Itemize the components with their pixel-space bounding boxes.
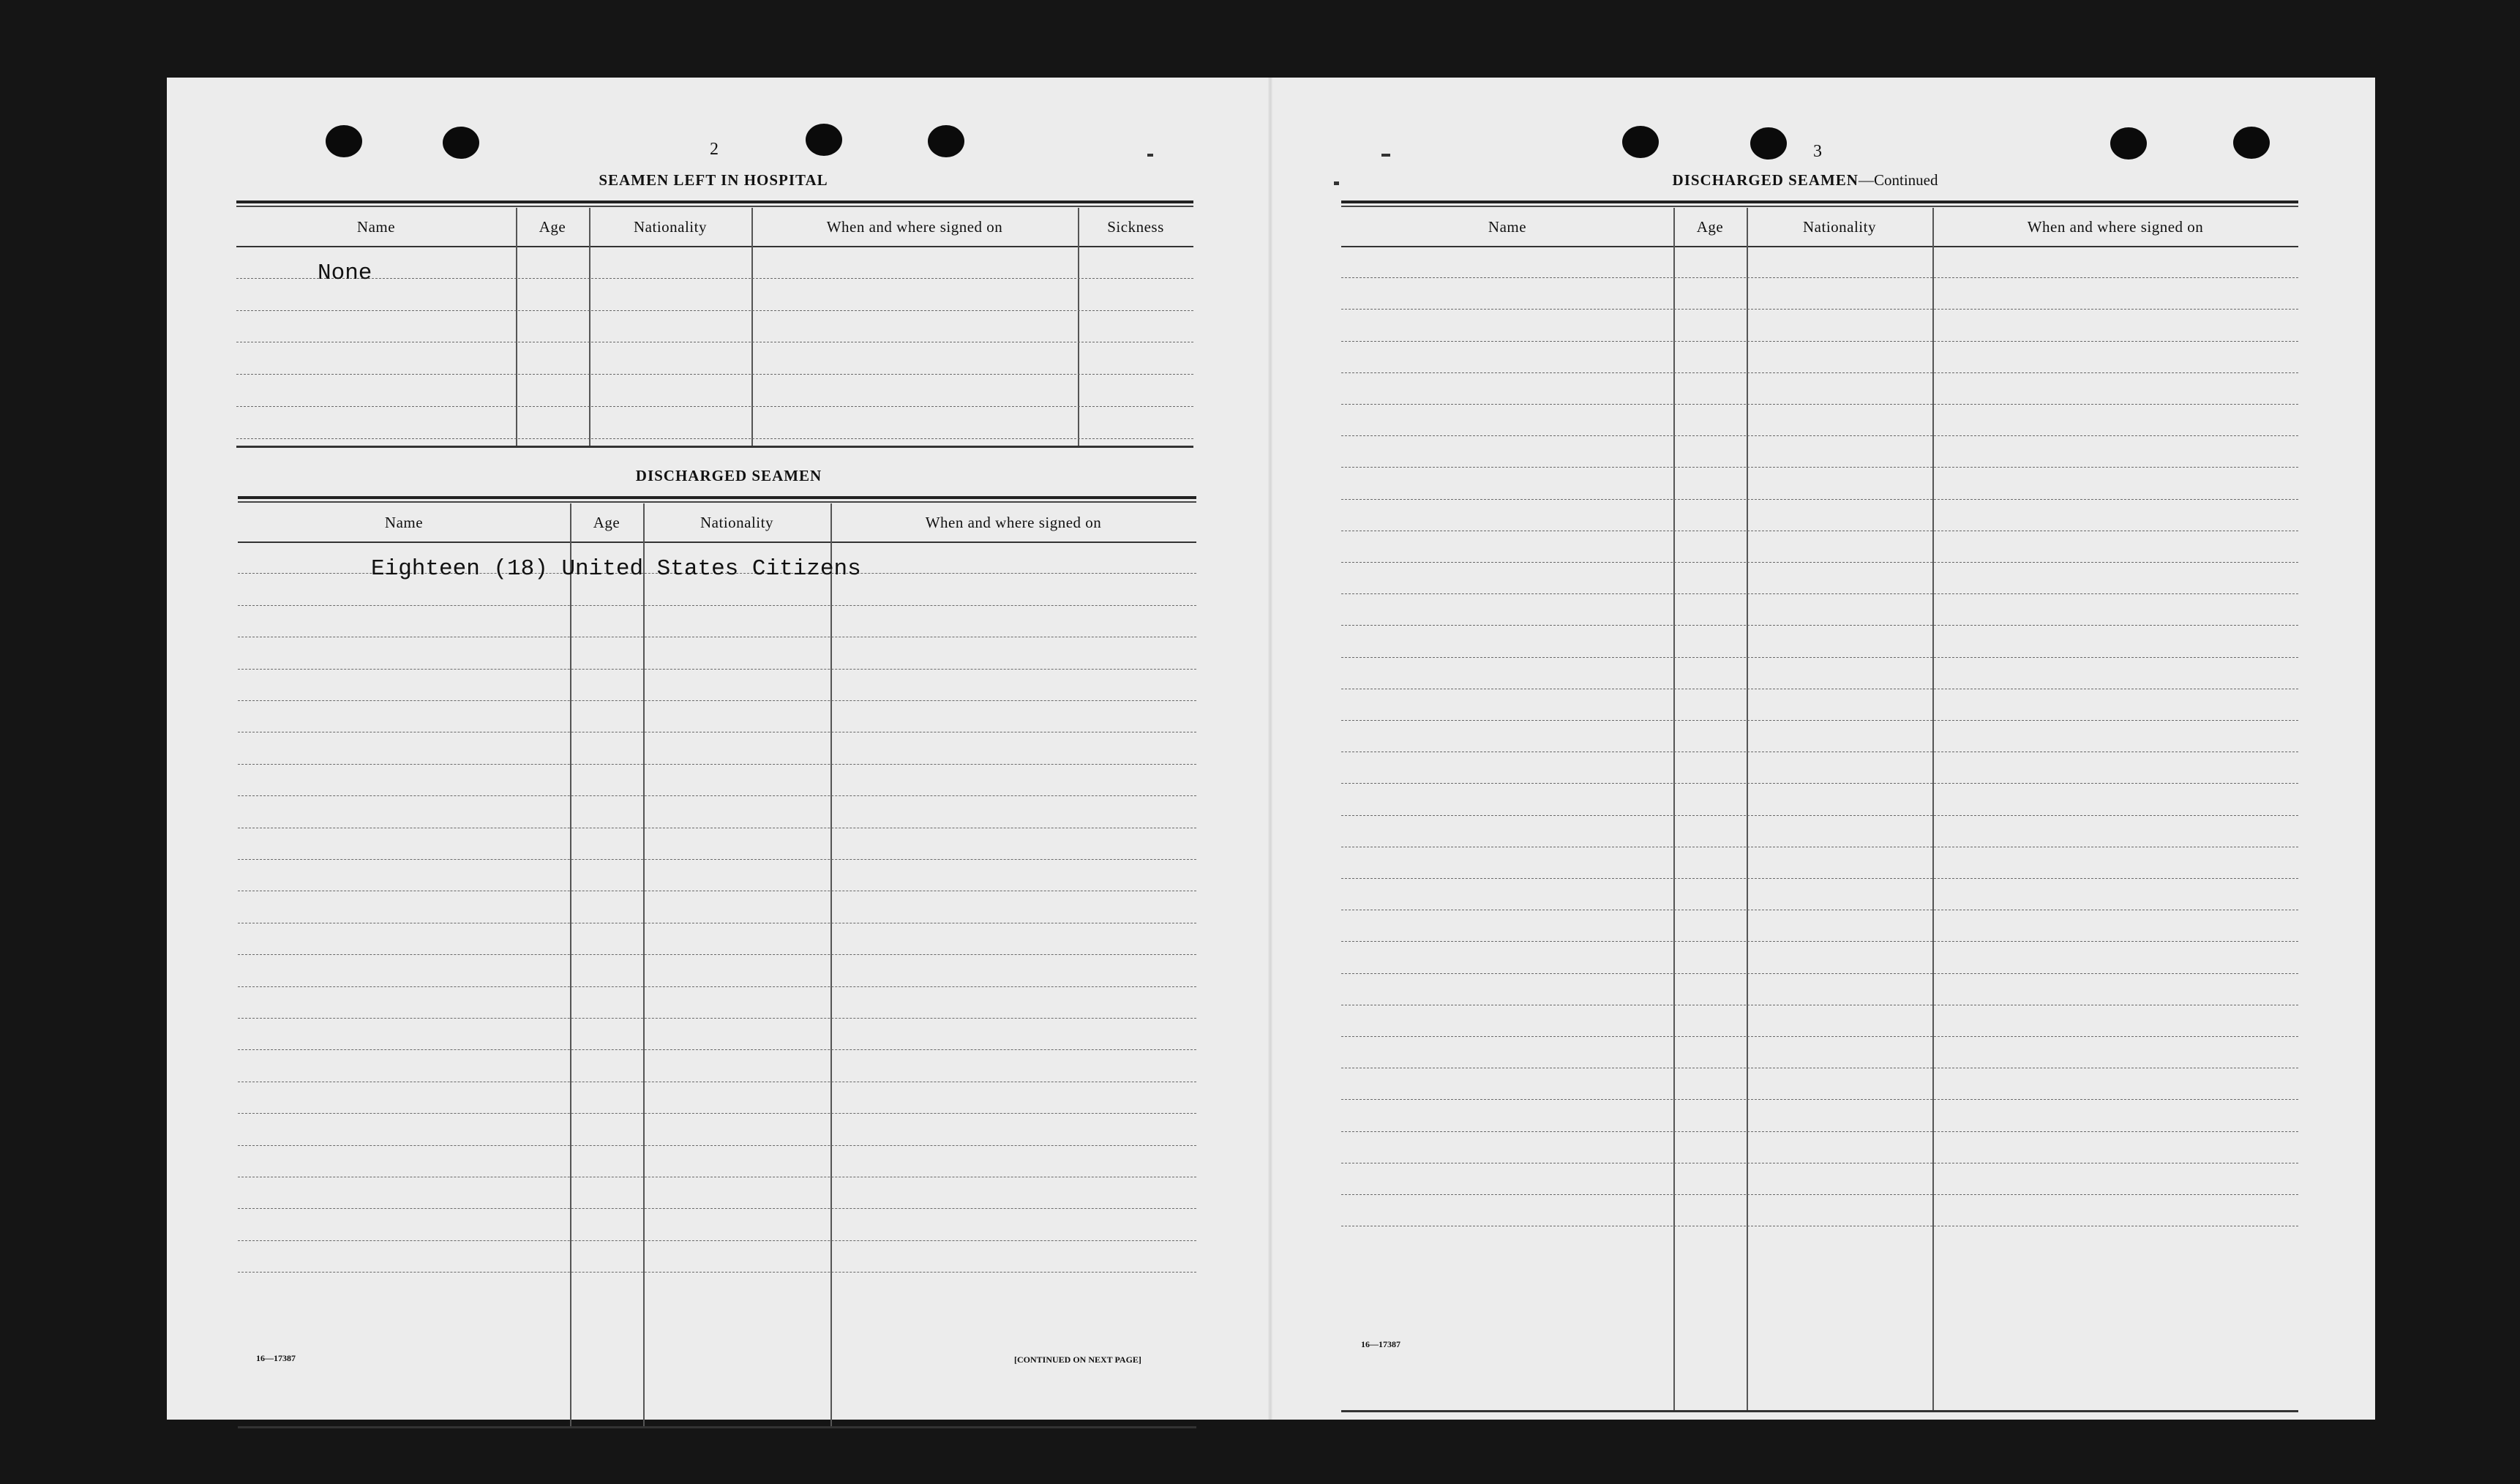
table-top-rule [238,501,1196,503]
table-row [236,310,1193,343]
table-top-rule [236,206,1193,207]
table-row [1341,878,2298,910]
table-top-rule [236,201,1193,203]
table-row [1341,531,2298,563]
table-row [238,732,1196,764]
table-row [238,1145,1196,1177]
table-top-rule [1341,201,2298,203]
table-row [1341,720,2298,752]
table-row [1341,657,2298,689]
table-row [1341,1036,2298,1068]
table-row [238,954,1196,986]
right-page [1272,78,2375,1420]
table-row [1341,1131,2298,1163]
table-row [238,1018,1196,1050]
table-row [238,1240,1196,1273]
table-bottom-rule [1341,1410,2298,1412]
discharged-section-title: DISCHARGED SEAMEN [635,467,822,484]
column-header: Nationality [634,217,707,236]
table-row [1341,499,2298,531]
table-row [238,1049,1196,1082]
table-row [1341,1194,2298,1226]
table-row [1341,467,2298,499]
table-row [1341,689,2298,721]
table-header [236,208,1193,246]
table-row [238,923,1196,955]
table-row [1341,847,2298,879]
table-row [1341,1068,2298,1100]
page-number: 2 [710,140,719,159]
table-bottom-rule [236,446,1193,448]
table-row [1341,341,2298,373]
table-row [1341,404,2298,436]
table-row [1341,752,2298,784]
column-header: Name [356,217,396,236]
column-header: Name [384,513,424,531]
table-row [1341,309,2298,341]
table-row [1341,562,2298,594]
discharged-entry: Eighteen (18) United States Citizens [371,556,861,582]
discharged-table [238,496,1196,1428]
page-number: 3 [1813,142,1822,161]
table-row [236,342,1193,375]
column-header: Age [539,217,566,236]
hospital-entry-name: None [318,261,372,286]
table-row [238,795,1196,828]
table-row [1341,625,2298,657]
title-continued: —Continued [1858,171,1938,189]
discharged-continued-title [1673,171,1938,190]
hospital-table [236,201,1193,448]
column-header: Age [593,513,620,531]
table-bottom-rule [238,1426,1196,1428]
table-header [1341,208,2298,246]
table-row [1341,435,2298,468]
form-sheet [167,78,2375,1420]
table-row [238,986,1196,1019]
table-row [1341,1099,2298,1131]
continued-note: [CONTINUED ON NEXT PAGE] [1014,1354,1141,1365]
table-row [238,891,1196,923]
table-row [238,605,1196,637]
table-row [236,406,1193,439]
table-row [238,637,1196,669]
table-row [1341,1163,2298,1195]
table-row [1341,372,2298,405]
column-header: Nationality [700,513,773,531]
column-header: Nationality [1803,217,1876,236]
table-row [236,278,1193,311]
table-row [1341,277,2298,310]
table-row [236,246,1193,279]
table-row [1341,973,2298,1005]
column-header: Name [1488,217,1527,236]
table-row [1341,783,2298,815]
column-header: Age [1696,217,1724,236]
table-row [238,764,1196,796]
table-row [1341,1005,2298,1037]
table-row [238,1177,1196,1209]
table-row [238,1208,1196,1240]
table-row [1341,910,2298,942]
form-number: 16—17387 [1361,1339,1400,1349]
table-row [238,828,1196,860]
table-row [1341,246,2298,278]
title-main: DISCHARGED SEAMEN [1672,171,1859,189]
table-row [1341,941,2298,973]
column-header: When and where signed on [826,217,1003,236]
table-header [238,503,1196,541]
column-header: When and where signed on [925,513,1102,531]
column-header: When and where signed on [2027,217,2204,236]
table-row [1341,593,2298,626]
hospital-section-title: SEAMEN LEFT IN HOSPITAL [599,171,828,189]
table-row [238,669,1196,701]
left-page [167,78,1272,1420]
table-row [238,859,1196,891]
table-row [238,700,1196,732]
table-top-rule [1341,206,2298,207]
table-row [236,374,1193,407]
table-row [238,1113,1196,1145]
column-header: Sickness [1107,217,1164,236]
table-row [238,1082,1196,1114]
discharged-continued-table [1341,201,2298,1412]
form-number: 16—17387 [256,1353,296,1363]
table-top-rule [238,496,1196,499]
table-row [1341,815,2298,847]
